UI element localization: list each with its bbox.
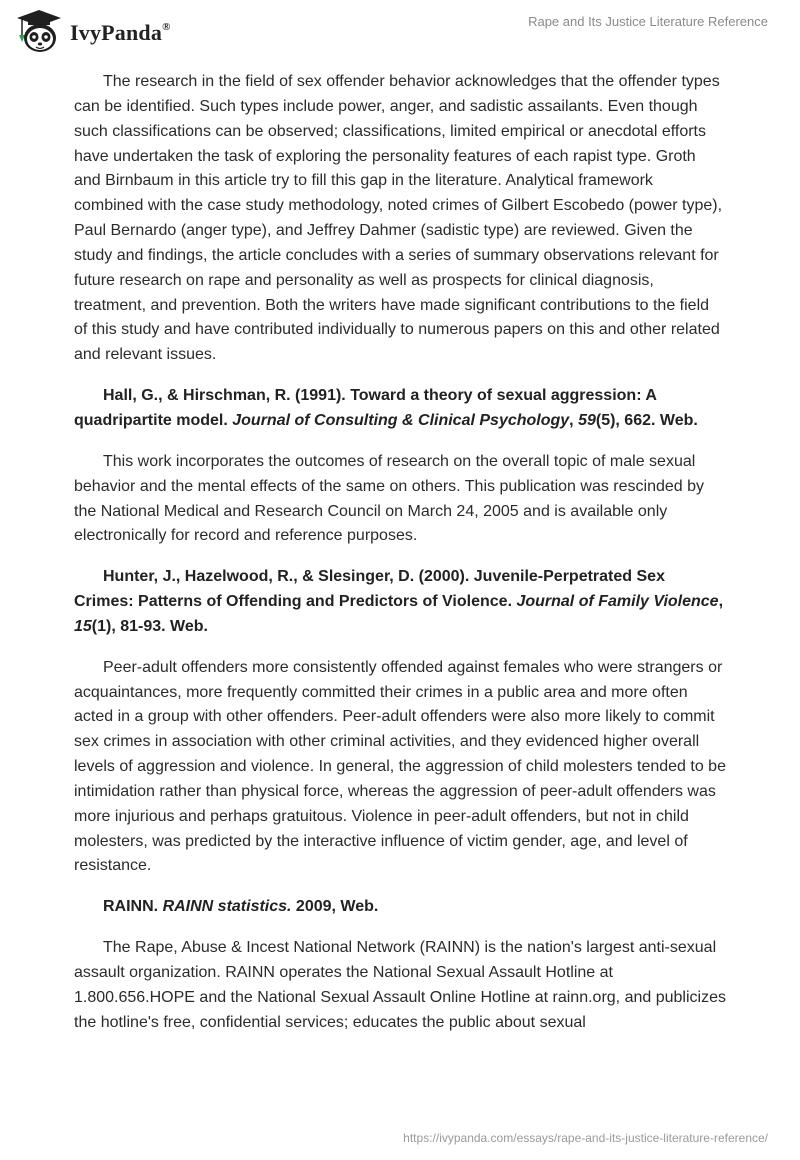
reference-rainn: RAINN. RAINN statistics. 2009, Web. (103, 898, 379, 916)
paragraph-groth-summary: The research in the field of sex offender behavior acknowledges that the offender types can be identified. Such types include power, anger, and sadistic assailants. Even though such classifications can be observed; classifications, limited empirical or anecdotal efforts have undertaken the task of exploring the personality features of each rapist type. Groth and Birnbaum in this article try to fill this gap in the literature. Analytical framework combined with the case study methodology, noted crimes of Gilbert Escobedo (power type), Paul Bernardo (anger type), and Jeffrey Dahmer (sadistic type) are reviewed. Given the study and findings, the article concludes with a series of summary observations relevant for future research on rape and personality as well as prospects for clinical diagnosis, treatment, and prevention. Both the writers have made significant contributions to the field of this study and have contributed individually to numerous papers on this and other related and relevant issues. (74, 73, 723, 364)
paragraph-hall-summary: This work incorporates the outcomes of research on the overall topic of male sexual behavior and the mental effects of the same on others. This publication was rescinded by the National Medical and Research Council on March 24, 2005 and is available only electronically for record and reference purposes. (74, 452, 704, 545)
page-header (0, 0, 800, 64)
brand-name: IvyPanda® (70, 20, 171, 45)
reference-hunter: Hunter, J., Hazelwood, R., & Slesinger, D. (2000). Juvenile-Perpetrated Sex Crimes: Patterns of Offending and Predictors of Violence. Journal of Family Violence, 15(1), 81-93. Web. (74, 568, 724, 635)
reference-hall: Hall, G., & Hirschman, R. (1991). Toward a theory of sexual aggression: A quadripartite model. Journal of Consulting & Clinical Psychology, 59(5), 662. Web. (74, 387, 698, 429)
source-url[interactable]: https://ivypanda.com/essays/rape-and-its-justice-literature-reference/ (403, 1131, 768, 1145)
document-body (74, 70, 726, 1052)
document-title: Rape and Its Justice Literature Reference (528, 14, 768, 29)
paragraph-hunter-summary: Peer-adult offenders more consistently offended against females who were strangers or acquaintances, more frequently committed their crimes in a public area and more often acted in a group with other offenders. Peer-adult offenders were also more likely to commit sex crimes in association with other criminal activities, and they evidenced higher overall levels of aggression and violence. In general, the aggression of child molesters tended to be intimidation rather than physical force, whereas the aggression of peer-adult offenders was more injurious and perhaps gratuitous. Violence in peer-adult offenders, but not in child molesters, was predicted by the interactive influence of victim gender, age, and level of resistance. (74, 658, 726, 875)
panda-graduate-icon (14, 8, 64, 54)
brand-logo[interactable] (14, 8, 171, 54)
paragraph-rainn-summary: The Rape, Abuse & Incest National Network (RAINN) is the nation's largest anti-sexual assault organization. RAINN operates the National Sexual Assault Hotline at 1.800.656.HOPE and the National Sexual Assault Online Hotline at rainn.org, and publicizes the hotline's free, confidential services; educates the public about sexual (74, 939, 726, 1031)
